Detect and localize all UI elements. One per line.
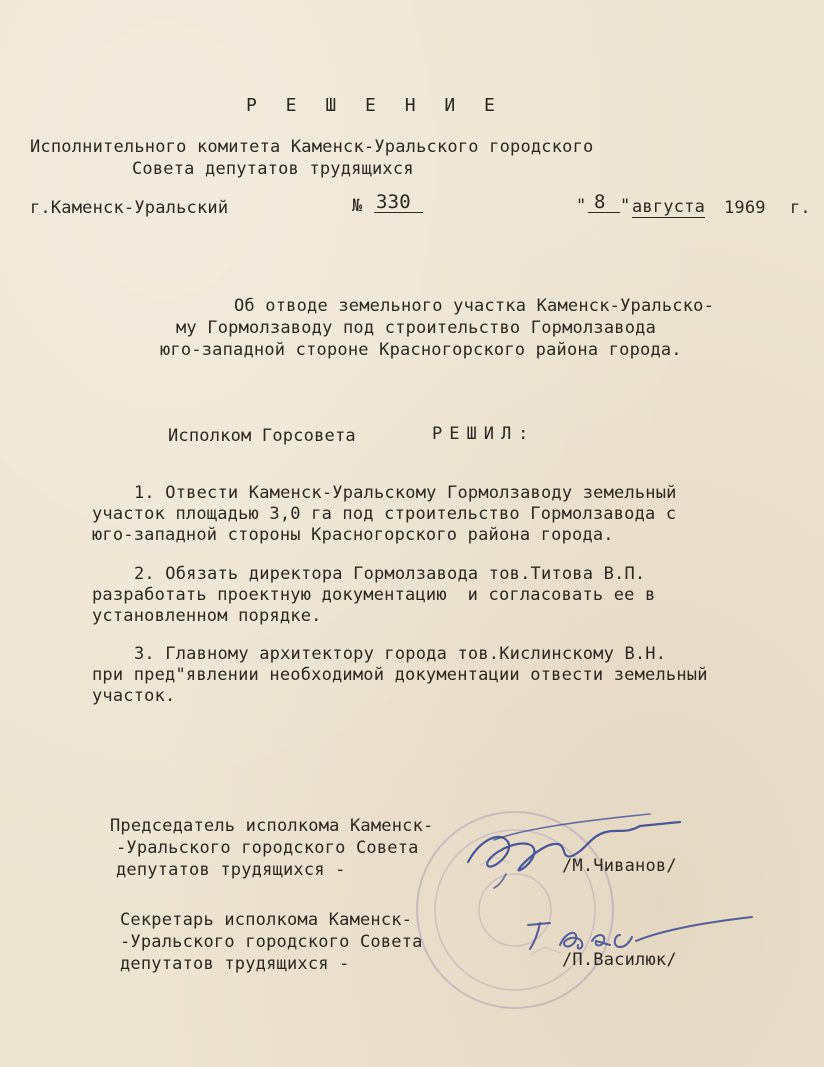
chairman-title-line-3: депутатов трудящихся - [116, 860, 346, 880]
chairman-title-line-2: -Уральского городского Совета [116, 838, 419, 858]
subject-line-1: Об отводе земельного участка Каменск-Уральско- [234, 296, 715, 316]
chairman-signature [450, 800, 690, 890]
document-title: Р Е Ш Е Н И Е [246, 95, 504, 116]
date-day: 8 [588, 192, 620, 213]
number-sign: № [352, 196, 363, 216]
item-3-line-2: при пред"явлении необходимой документации отвести земельный [92, 665, 708, 685]
issue-city: г.Каменск-Уральский [30, 198, 229, 218]
chairman-title-line-1: Председатель исполкома Каменск- [110, 816, 434, 836]
chairman-name: /М.Чиванов/ [562, 856, 677, 876]
secretary-title-line-3: депутатов трудящихся - [120, 954, 350, 974]
date-close-quote: " [620, 196, 631, 216]
secretary-signature [520, 905, 760, 965]
issuer-line-2: Совета депутатов трудящихся [132, 159, 414, 179]
date-month: августа [632, 197, 706, 217]
item-2-line-2: разработать проектную документацию и согласовать ее в [92, 585, 656, 605]
item-1-line-1: 1. Отвести Каменск-Уральскому Гормолзаводу земельный [134, 483, 677, 503]
secretary-name: /П.Василюк/ [562, 950, 677, 970]
item-2-line-1: 2. Обязать директора Гормолзавода тов.Титова В.П. [134, 564, 646, 584]
decision-intro: Исполком Горсовета [168, 426, 356, 446]
subject-line-2: му Гормолзаводу под строительство Гормолзавода [176, 318, 657, 338]
item-3-line-3: участок. [92, 686, 176, 706]
secretary-title-line-2: -Уральского городского Совета [120, 932, 423, 952]
subject-line-3: юго-западной стороне Красногорского района города. [160, 340, 682, 360]
issuer-line-1: Исполнительного комитета Каменск-Уральского городского [30, 137, 594, 157]
item-3-line-1: 3. Главному архитектору города тов.Кислинскому В.Н. [134, 644, 667, 664]
date-suffix: г. [790, 198, 811, 218]
secretary-title-line-1: Секретарь исполкома Каменск- [120, 910, 413, 930]
item-1-line-2: участок площадью 3,0 га под строительство Гормолзавода с [92, 504, 677, 524]
decision-word: РЕШИЛ: [432, 424, 536, 444]
item-1-line-3: юго-западной стороны Красногорского района города. [92, 525, 614, 545]
date-year: 1969 [724, 198, 766, 218]
item-2-line-3: установленном порядке. [92, 606, 322, 626]
decision-number: 330 [374, 192, 423, 213]
date-open-quote: " [576, 196, 587, 216]
